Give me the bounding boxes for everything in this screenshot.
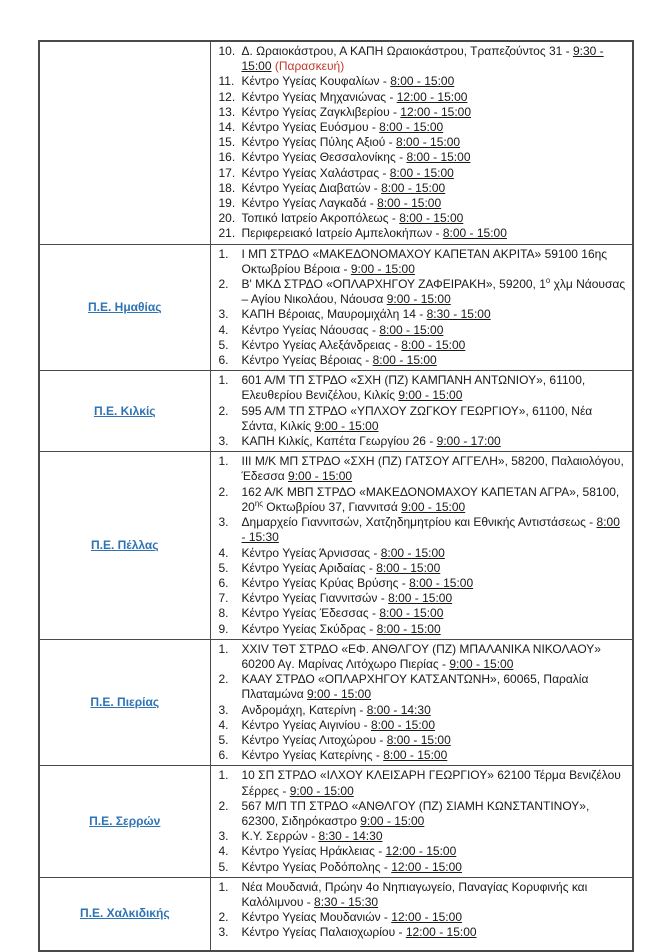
list-item: [219, 925, 627, 940]
item-text: Δ. Ωραιοκάστρου, Α ΚΑΠΗ Ωραιοκάστρου, Τραπεζούντος 31 - 9:30 - 15:00 (Παρασκευή): [241, 44, 604, 74]
opening-hours: 9:00 - 15:00: [386, 292, 451, 307]
item-number: 13.: [218, 104, 236, 119]
item-number: 1.: [218, 879, 229, 894]
item-text: Τοπικό Ιατρείο Ακροπόλεως - 8:00 - 15:00: [241, 211, 464, 226]
items-cell: [210, 766, 633, 877]
item-text: Κέντρο Υγείας Μηχανιώνας - 12:00 - 15:00: [241, 89, 468, 104]
list-item: [219, 307, 627, 322]
region-link[interactable]: Π.Ε. Χαλκιδικής: [79, 906, 170, 921]
opening-hours: 8:00 - 15:00: [390, 74, 455, 89]
opening-hours: 9:00 - 15:00: [288, 469, 353, 484]
opening-hours: 8:00 - 15:00: [379, 120, 444, 135]
item-text: Β' ΜΚΔ ΣΤΡΔΟ «ΟΠΛΑΡΧΗΓΟΥ ΖΑΦΕΙΡΑΚΗ», 59200, $1^o$ χλμ Νάουσας – Αγίου Νικολάου, Νάουσα 9:00 - 15:00: [241, 276, 626, 307]
opening-hours: 8:00 - 15:00: [388, 591, 453, 606]
item-number: 1.: [218, 246, 229, 261]
region-link[interactable]: Π.Ε. Πέλλας: [90, 537, 159, 552]
item-number: 11.: [218, 74, 235, 89]
opening-hours: 8:00 - 15:00: [399, 211, 464, 226]
table-row: [39, 452, 633, 639]
item-text: Κέντρο Υγείας Αριδαίας - 8:00 - 15:00: [241, 560, 441, 575]
list-item: [219, 748, 627, 763]
opening-hours: 8:30 - 15:30: [314, 894, 379, 909]
list-item: [219, 74, 627, 89]
opening-hours: 8:00 - 15:00: [396, 135, 461, 150]
locations-list: [219, 642, 627, 764]
list-item: [219, 718, 627, 733]
opening-hours: 12:00 - 15:00: [396, 89, 468, 104]
opening-hours: 9:00 - 15:00: [314, 418, 379, 433]
item-number: 4.: [218, 322, 229, 337]
opening-hours: 8:00 - 15:00: [406, 150, 471, 165]
item-text: Κέντρο Υγείας Χαλάστρας - 8:00 - 15:00: [241, 165, 454, 180]
opening-hours: 8:00 - 15:00: [383, 748, 448, 763]
opening-hours: 9:00 - 15:00: [289, 783, 354, 798]
opening-hours: 8:30 - 14:30: [318, 829, 383, 844]
opening-hours: 8:00 - 15:00: [376, 560, 441, 575]
list-item: [219, 211, 627, 226]
item-number: 3.: [218, 925, 229, 940]
opening-hours: 8:00 - 15:00: [380, 545, 445, 560]
list-item: [219, 829, 627, 844]
list-item: [219, 844, 627, 859]
items-cell: [210, 371, 633, 452]
item-number: 3.: [218, 515, 229, 530]
item-text: Κέντρο Υγείας Σκύδρας - 8:00 - 15:00: [241, 621, 441, 636]
item-text: 162 Α/Κ ΜΒΠ ΣΤΡΔΟ «ΜΑΚΕΔΟΝΟΜΑΧΟΥ ΚΑΠΕΤΑΝ ΑΓΡΑ», 58100, $20^{\eta\varsigma}$ Οκτωβρίου 37, Γιαννιτσά 9:00 - 15:00: [241, 484, 620, 514]
locations-list: [219, 44, 627, 242]
list-item: [219, 733, 627, 748]
list-item: [219, 606, 627, 621]
item-text: ΚΑΠΗ Κιλκίς, Καπέτα Γεωργίου 26 - 9:00 - 17:00: [241, 434, 501, 449]
opening-hours: 8:00 - 15:00: [442, 226, 507, 241]
table-row: [39, 877, 633, 951]
opening-hours: 8:00 - 15:00: [381, 180, 446, 195]
list-item: [219, 166, 627, 181]
item-text: Κέντρο Υγείας Βέροιας - 8:00 - 15:00: [241, 353, 437, 368]
item-number: 2.: [218, 798, 229, 813]
item-text: Κέντρο Υγείας Νάουσας - 8:00 - 15:00: [241, 322, 444, 337]
opening-hours: 8:00 - 14:30: [366, 702, 431, 717]
items-cell: [210, 877, 633, 951]
opening-hours: 8:00 - 15:00: [376, 621, 441, 636]
list-item: [219, 44, 627, 74]
list-item: [219, 226, 627, 241]
item-number: 5.: [218, 859, 229, 874]
item-number: 16.: [218, 150, 236, 165]
item-number: 2.: [218, 672, 229, 687]
item-number: 6.: [218, 353, 229, 368]
item-text: Περιφερειακό Ιατρείο Αμπελοκήπων - 8:00 - 15:00: [241, 226, 507, 241]
list-item: [219, 353, 627, 368]
item-number: 17.: [218, 165, 236, 180]
item-number: 2.: [218, 910, 229, 925]
health-centers-table: [38, 40, 634, 952]
item-text: Ι ΜΠ ΣΤΡΔΟ «ΜΑΚΕΔΟΝΟΜΑΧΟΥ ΚΑΠΕΤΑΝ ΑΚΡΙΤΑ» 59100 16ης Οκτωβρίου Βέροια - 9:00 - 15:00: [241, 246, 608, 276]
list-item: [219, 561, 627, 576]
item-number: 1.: [218, 641, 229, 656]
opening-hours: 9:00 - 15:00: [306, 687, 372, 702]
table-row: [39, 244, 633, 371]
opening-hours: 9:00 - 15:00: [350, 261, 415, 276]
list-item: [219, 277, 627, 307]
item-text: Κέντρο Υγείας Διαβατών - 8:00 - 15:00: [241, 180, 446, 195]
opening-hours: 12:00 - 15:00: [391, 910, 462, 925]
item-text: Κέντρο Υγείας Αιγινίου - 8:00 - 15:00: [241, 717, 436, 732]
items-cell: [210, 639, 633, 766]
item-text: ΚΑΠΗ Βέροιας, Μαυρομιχάλη 14 - 8:30 - 15:00: [241, 307, 491, 322]
region-cell: [39, 766, 210, 877]
opening-hours: 12:00 - 15:00: [391, 859, 462, 874]
table-row: [39, 371, 633, 452]
item-text: Ανδρομάχη, Κατερίνη - 8:00 - 14:30: [241, 702, 431, 717]
opening-hours: 8:00 - 15:00: [409, 575, 474, 590]
item-number: 12.: [218, 89, 236, 104]
item-number: 3.: [218, 307, 229, 322]
item-text: 567 Μ/Π ΤΠ ΣΤΡΔΟ «ΑΝΘΛΓΟΥ (ΠΖ) ΣΙΑΜΗ ΚΩΝΣΤΑΝΤΙΝΟΥ», 62300, Σιδηρόκαστρο 9:00 - 15:00: [241, 798, 590, 828]
region-cell: [39, 639, 210, 766]
list-item: [219, 404, 627, 434]
item-number: 4.: [218, 844, 229, 859]
list-item: [219, 181, 627, 196]
list-item: [219, 323, 627, 338]
locations-list: [219, 880, 627, 941]
item-text: Κέντρο Υγείας Κουφαλίων - 8:00 - 15:00: [241, 74, 455, 89]
item-number: 4.: [218, 717, 229, 732]
item-number: 3.: [218, 434, 229, 449]
item-text: ΚΑΑΥ ΣΤΡΔΟ «ΟΠΛΑΡΧΗΓΟΥ ΚΑΤΣΑΝΤΩΝΗ», 60065, Παραλία Πλαταμώνα 9:00 - 15:00: [241, 672, 589, 702]
opening-hours: 12:00 - 15:00: [385, 844, 457, 859]
items-cell: [210, 244, 633, 371]
item-text: III Μ/Κ ΜΠ ΣΤΡΔΟ «ΣΧΗ (ΠΖ) ΓΑΤΣΟΥ ΑΓΓΕΛΗ», 58200, Παλαιολόγου, Έδεσσα 9:00 - 15:00: [241, 454, 624, 484]
item-text: Κέντρο Υγείας Ροδόπολης - 12:00 - 15:00: [241, 859, 462, 874]
opening-hours: 8:00 - 15:00: [389, 165, 454, 180]
region-cell: [39, 371, 210, 452]
item-text: Κέντρο Υγείας Αλεξάνδρειας - 8:00 - 15:00: [241, 337, 466, 352]
list-item: [219, 120, 627, 135]
list-item: [219, 622, 627, 637]
item-number: 7.: [218, 591, 229, 606]
list-item: [219, 642, 627, 672]
item-number: 8.: [218, 606, 229, 621]
region-cell: [39, 452, 210, 639]
items-cell: [210, 41, 633, 244]
item-text: Κέντρο Υγείας Κατερίνης - 8:00 - 15:00: [241, 748, 448, 763]
list-item: [219, 105, 627, 120]
region-link[interactable]: Π.Ε. Σερρών: [89, 813, 161, 828]
item-number: 14.: [218, 120, 236, 135]
list-item: [219, 880, 627, 910]
list-item: [219, 373, 627, 403]
item-text: XXIV ΤΘΤ ΣΤΡΔΟ «ΕΦ. ΑΝΘΛΓΟΥ (ΠΖ) ΜΠΑΛΑΝΙΚΑ ΝΙΚΟΛΑΟΥ» 60200 Αγ. Μαρίνας Λιτόχωρο Πιερίας - 9:00 - 15:00: [241, 641, 601, 671]
opening-hours: 8:30 - 15:00: [426, 307, 491, 322]
opening-hours: 8:00 - 15:00: [401, 337, 466, 352]
item-number: 19.: [218, 196, 236, 211]
item-text: Κέντρο Υγείας Θεσσαλονίκης - 8:00 - 15:00: [241, 150, 471, 165]
item-text: Κέντρο Υγείας Γιαννιτσών - 8:00 - 15:00: [241, 591, 453, 606]
item-number: 3.: [218, 829, 229, 844]
table-row: [39, 41, 633, 244]
opening-hours: 9:00 - 15:00: [449, 656, 514, 671]
item-text: Κέντρο Υγείας Έδεσσας - 8:00 - 15:00: [241, 606, 444, 621]
opening-hours: 12:00 - 15:00: [405, 925, 477, 940]
item-number: 1.: [218, 373, 229, 388]
opening-hours: 8:00 - 15:30: [241, 515, 620, 545]
opening-hours: 9:00 - 17:00: [436, 434, 501, 449]
region-link[interactable]: Π.Ε. Πιερίας: [90, 694, 160, 709]
list-item: [219, 515, 627, 545]
opening-hours: 8:00 - 15:00: [379, 322, 444, 337]
item-number: 1.: [218, 768, 229, 783]
opening-hours: 12:00 - 15:00: [400, 104, 472, 119]
list-item: [219, 799, 627, 829]
item-text: Δημαρχείο Γιαννιτσών, Χατζηδημητρίου και Εθνικής Αντιστάσεως - 8:00 - 15:30: [241, 515, 620, 545]
list-item: [219, 672, 627, 702]
region-link[interactable]: Π.Ε. Κιλκίς: [93, 403, 156, 418]
region-link[interactable]: Π.Ε. Ημαθίας: [88, 299, 162, 314]
list-item: [219, 135, 627, 150]
item-text: 601 Α/Μ ΤΠ ΣΤΡΔΟ «ΣΧΗ (ΠΖ) ΚΑΜΠΑΝΗ ΑΝΤΩΝΙΟΥ», 61100, Ελευθερίου Βενιζέλου, Κιλκίς 9:00 - 15:00: [241, 373, 586, 403]
item-number: 6.: [218, 748, 229, 763]
opening-hours: 8:00 - 15:00: [370, 717, 436, 732]
item-number: 1.: [218, 454, 229, 469]
list-item: [219, 247, 627, 277]
table-row: [39, 766, 633, 877]
item-number: 15.: [218, 135, 236, 150]
locations-list: [219, 768, 627, 874]
locations-list: [219, 247, 627, 369]
list-item: [219, 576, 627, 591]
item-number: 5.: [218, 732, 229, 747]
item-number: 21.: [218, 226, 236, 241]
friday-note: (Παρασκευή): [274, 59, 345, 74]
list-item: [219, 768, 627, 798]
item-number: 5.: [218, 337, 229, 352]
list-item: [219, 90, 627, 105]
opening-hours: 8:00 - 15:00: [377, 196, 442, 211]
item-number: 9.: [218, 621, 229, 636]
list-item: [219, 860, 627, 875]
item-text: Κέντρο Υγείας Λαγκαδά - 8:00 - 15:00: [241, 196, 442, 211]
opening-hours: 8:00 - 15:00: [386, 732, 451, 747]
item-number: 20.: [218, 211, 236, 226]
item-text: Κέντρο Υγείας Ηράκλειας - 12:00 - 15:00: [241, 844, 457, 859]
item-text: Κέντρο Υγείας Μουδανιών - 12:00 - 15:00: [241, 910, 462, 925]
item-number: 2.: [218, 403, 229, 418]
item-text: Νέα Μουδανιά, Πρώην 4ο Νηπιαγωγείο, Παναγίας Κορυφινής και Καλόλιμνου - 8:30 - 15:30: [241, 879, 588, 909]
list-item: [219, 196, 627, 211]
item-text: Κέντρο Υγείας Άρνισσας - 8:00 - 15:00: [241, 545, 445, 560]
item-text: 595 Α/Μ ΤΠ ΣΤΡΔΟ «ΥΠΛΧΟΥ ΖΩΓΚΟΥ ΓΕΩΡΓΙΟΥ», 61100, Νέα Σάντα, Κιλκίς 9:00 - 15:00: [241, 403, 593, 433]
locations-list: [219, 373, 627, 449]
item-text: Κέντρο Υγείας Πύλης Αξιού - 8:00 - 15:00: [241, 135, 461, 150]
list-item: [219, 485, 627, 515]
item-text: 10 ΣΠ ΣΤΡΔΟ «ΙΛΧΟΥ ΚΛΕΙΣΑΡΗ ΓΕΩΡΓΙΟΥ» 62100 Τέρμα Βενιζέλου Σέρρες - 9:00 - 15:00: [241, 768, 621, 798]
opening-hours: 9:00 - 15:00: [398, 388, 463, 403]
item-number: 2.: [218, 484, 229, 499]
locations-list: [219, 454, 627, 636]
item-text: Κέντρο Υγείας Παλαιοχωρίου - 12:00 - 15:00: [241, 925, 477, 940]
list-item: [219, 591, 627, 606]
opening-hours: 8:00 - 15:00: [372, 353, 437, 368]
opening-hours: 9:30 - 15:00: [241, 44, 604, 74]
table-row: [39, 639, 633, 766]
region-cell: [39, 877, 210, 951]
region-cell: [39, 41, 210, 244]
item-text: Κέντρο Υγείας Λιτοχώρου - 8:00 - 15:00: [241, 732, 451, 747]
list-item: [219, 546, 627, 561]
item-number: 6.: [218, 575, 229, 590]
opening-hours: 8:00 - 15:00: [379, 606, 444, 621]
item-number: 10.: [218, 44, 236, 58]
item-number: 18.: [218, 180, 236, 195]
item-text: Κέντρο Υγείας Ζαγκλιβερίου - 12:00 - 15:00: [241, 104, 472, 119]
item-number: 5.: [218, 560, 229, 575]
item-text: Κέντρο Υγείας Κρύας Βρύσης - 8:00 - 15:00: [241, 575, 474, 590]
list-item: [219, 454, 627, 484]
opening-hours: 9:00 - 15:00: [401, 499, 466, 514]
item-number: 4.: [218, 545, 229, 560]
list-item: [219, 338, 627, 353]
opening-hours: 9:00 - 15:00: [360, 813, 425, 828]
list-item: [219, 910, 627, 925]
item-number: 2.: [218, 277, 229, 292]
items-cell: [210, 452, 633, 639]
item-text: Κ.Υ. Σερρών - 8:30 - 14:30: [241, 829, 383, 844]
table-body: [39, 41, 633, 951]
item-text: Κέντρο Υγείας Ευόσμου - 8:00 - 15:00: [241, 120, 444, 135]
list-item: [219, 150, 627, 165]
region-cell: [39, 244, 210, 371]
list-item: [219, 434, 627, 449]
item-number: 3.: [218, 702, 229, 717]
list-item: [219, 703, 627, 718]
